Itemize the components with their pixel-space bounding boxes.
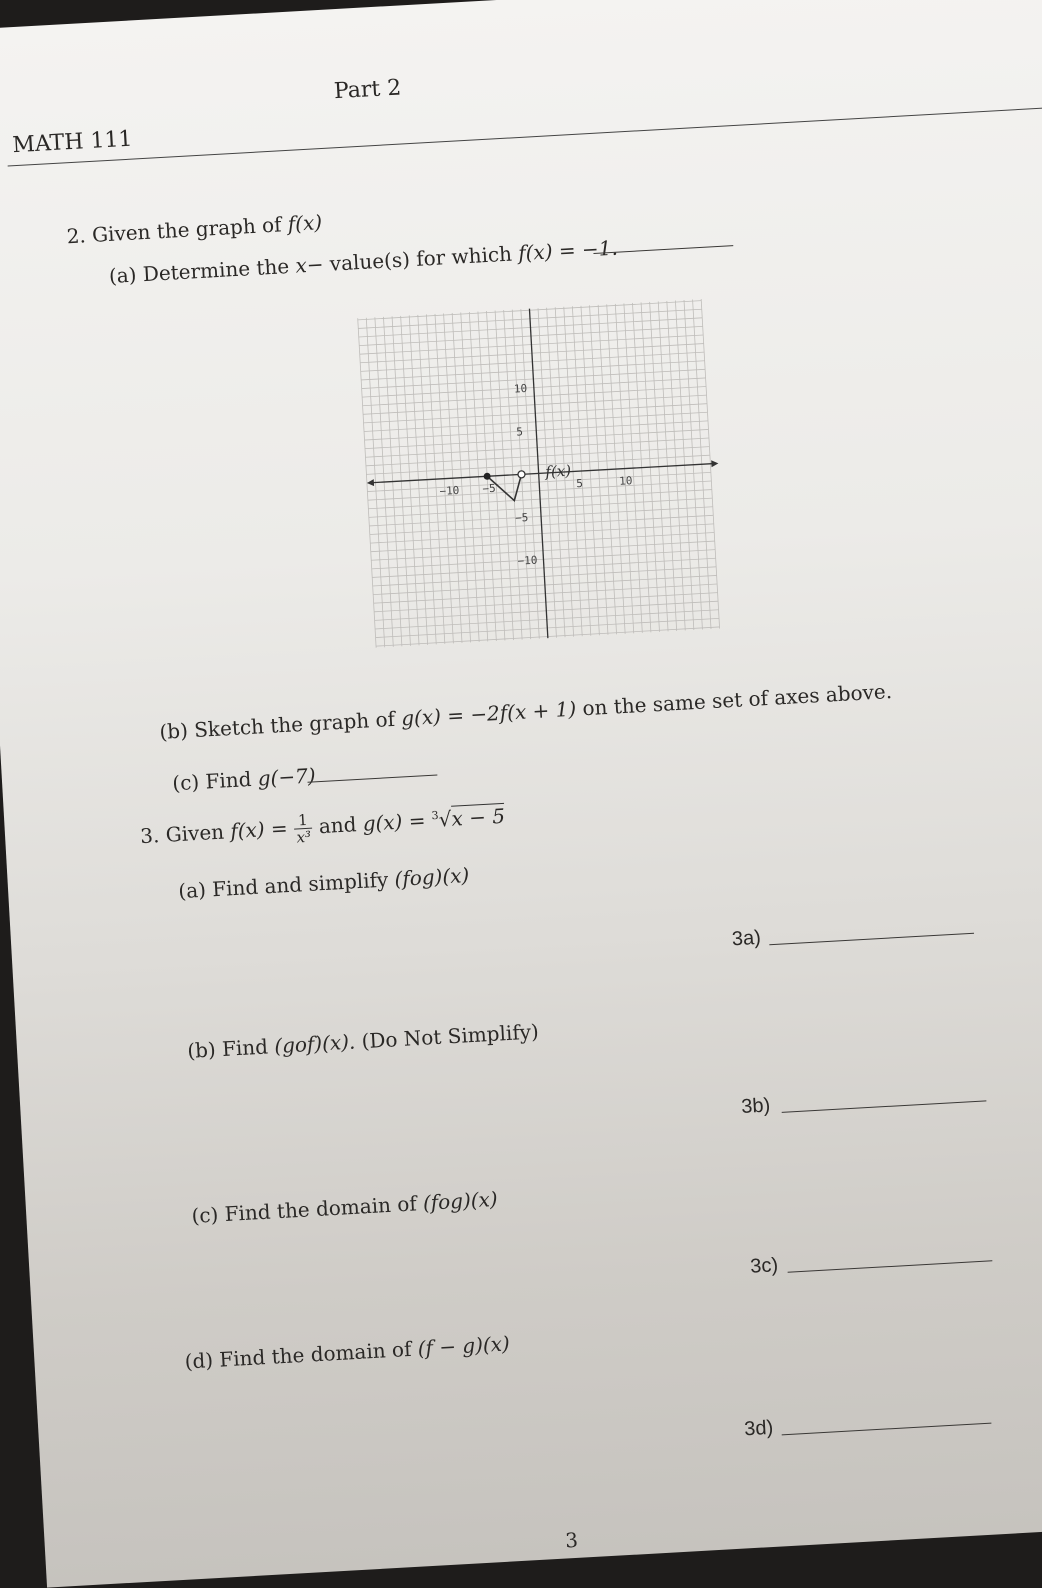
answer-label-3b: 3b) <box>740 1094 771 1119</box>
x-tick-label: −5 <box>482 481 497 496</box>
x-axis-arrow-left <box>367 479 374 486</box>
y-tick-label: −5 <box>514 511 529 525</box>
page-number: 3 <box>564 1527 579 1553</box>
q3c-text: (c) Find the domain of (fog)(x) <box>190 1186 499 1228</box>
open-endpoint <box>518 471 525 478</box>
y-tick-label: 10 <box>513 381 528 396</box>
q2b-text: (b) Sketch the graph of g(x) = −2f(x + 1) on the same set of axes above. <box>158 679 893 744</box>
x-axis <box>369 463 716 482</box>
q3-stem: 3. Given f(x) = $\frac{1}{\text{x³}}$ and g(x) = $^3$√x − 5 <box>139 803 506 849</box>
x-axis-arrow-right <box>711 460 718 467</box>
answer-label-3d: 3d) <box>743 1416 774 1441</box>
q3a-text: (a) Find and simplify (fog)(x) <box>177 862 470 904</box>
y-axis-arrow-up <box>525 297 532 300</box>
q2-stem: 2. Given the graph of f(x) <box>66 210 323 249</box>
y-axis-arrow-down <box>545 646 552 648</box>
f-fraction: $\frac{1}{\text{x³}}$ <box>293 812 313 846</box>
x-tick-label: −10 <box>439 483 460 498</box>
f-of-x-graph <box>352 297 750 648</box>
x-tick-label: 10 <box>618 474 633 488</box>
part-title: Part 2 <box>333 75 402 105</box>
q2c-text: (c) Find g(−7) <box>171 763 317 796</box>
answer-label-3a: 3a) <box>731 926 762 951</box>
answer-line-3b[interactable] <box>782 1100 987 1112</box>
q3d-text: (d) Find the domain of (f − g)(x) <box>184 1331 511 1374</box>
y-tick-label: 5 <box>515 425 524 439</box>
y-tick-label: −10 <box>517 553 538 568</box>
header-rule <box>8 104 1042 166</box>
x-tick-label: 5 <box>575 476 584 491</box>
series-label: f(x) <box>544 461 572 481</box>
answer-label-3c: 3c) <box>749 1254 779 1278</box>
q2c-answer-line[interactable] <box>308 775 438 783</box>
q2a-text: (a) Determine the x− value(s) for which f(x) = −1. <box>108 235 619 289</box>
answer-line-3a[interactable] <box>769 933 974 945</box>
course-title: MATH 111 <box>11 126 134 159</box>
answer-line-3c[interactable] <box>788 1260 993 1272</box>
q3b-text: (b) Find (gof)(x). (Do Not Simplify) <box>186 1019 540 1063</box>
answer-line-3d[interactable] <box>782 1423 992 1436</box>
